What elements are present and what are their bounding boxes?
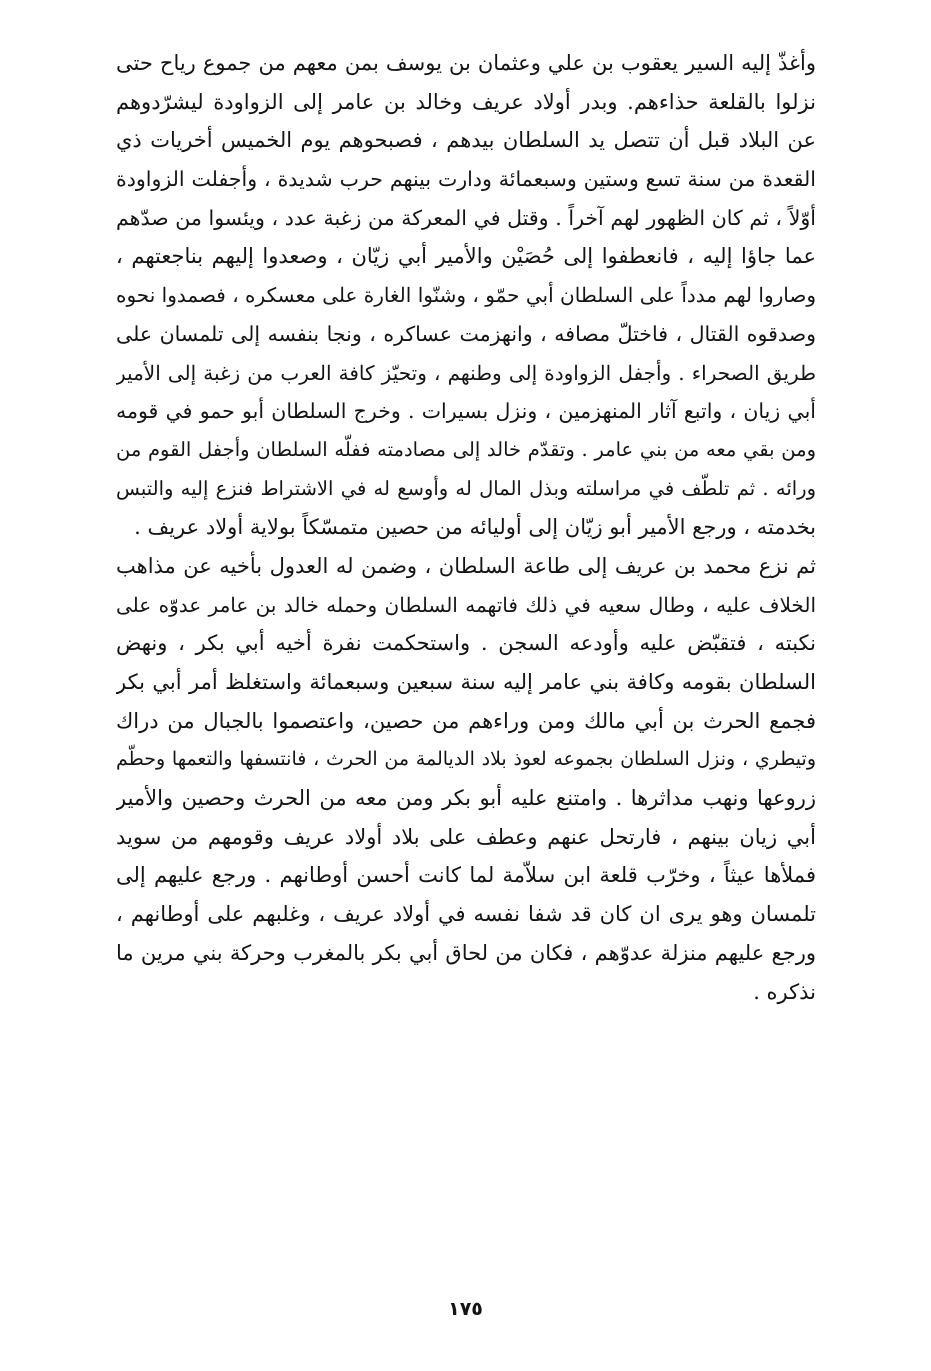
text-line: عن البلاد قبل أن تتصل يد السلطان بيدهم ، فصبحوهم يوم الخميس أخريات ذي	[116, 128, 816, 153]
text-line: فملأها عيثاً ، وخرّب قلعة ابن سلاّمة لما كانت أحسن أوطانهم . ورجع عليهم إلى	[116, 863, 816, 888]
text-line: السلطان بقومه وكافة بني عامر إليه سنة سبعين وسبعمائة واستغلظ أمر أبي بكر	[116, 670, 816, 694]
text-line: وتيطري ، ونزل السلطان بجموعه لعوذ بلاد الديالمة من الحرث ، فانتسفها والتعمها وحطّم	[116, 748, 816, 771]
text-line: نكبته ، فتقبّض عليه وأودعه السجن . واستحكمت نفرة أخيه أبي بكر ، ونهض	[116, 631, 816, 656]
text-line: ثم نزع محمد بن عريف إلى طاعة السلطان ، وضمن له العدول بأخيه عن مذاهب	[116, 553, 816, 578]
text-line: أبي زيان ، واتبع آثار المنهزمين ، ونزل بسيرات . وخرج السلطان أبو حمو في قومه	[116, 399, 816, 424]
text-line: وأغذّ إليه السير يعقوب بن علي وعثمان بن يوسف بمن معهم من جموع رياح حتى	[116, 51, 816, 75]
text-line: تلمسان وهو يرى ان كان قد شفا نفسه في أولاد عريف ، وغلبهم على أوطانهم ،	[116, 902, 816, 927]
text-line: فجمع الحرث بن أبي مالك ومن وراءهم من حصين، واعتصموا بالجبال من دراك	[116, 708, 816, 733]
body-text	[116, 44, 816, 1011]
text-line: وصدقوه القتال ، فاختلّ مصافه ، وانهزمت عساكره ، ونجا بنفسه إلى تلمسان على	[116, 321, 816, 346]
text-line: الخلاف عليه ، وطال سعيه في ذلك فاتهمه السلطان وحمله خالد بن عامر عدوّه على	[116, 592, 816, 617]
text-line: عما جاؤا إليه ، فانعطفوا إلى حُصَيْن والأمير أبي زيّان ، وصعدوا إليهم بناجعتهم ،	[116, 244, 816, 269]
text-line: القعدة من سنة تسع وستين وسبعمائة ودارت بينهم حرب شديدة ، وأجفلت الزواودة	[116, 167, 816, 192]
text-line: طريق الصحراء . وأجفل الزواودة إلى وطنهم ، وتحيّز كافة العرب من زغبة إلى الأمير	[116, 360, 816, 385]
text-line: نذكره .	[753, 979, 816, 1004]
text-line: ورجع عليهم منزلة عدوّهم ، فكان من لحاق أبي بكر بالمغرب وحركة بني مرين ما	[116, 940, 816, 965]
page-number: ١٧٥	[448, 1298, 483, 1320]
text-line: زروعها ونهب مداثرها . وامتنع عليه أبو بكر ومن معه من الحرث وحصين والأمير	[116, 786, 816, 811]
text-line: بخدمته ، ورجع الأمير أبو زيّان إلى أوليائه من حصين متمسّكاً بولاية أولاد عريف .	[134, 515, 816, 540]
text-line: ورائه . ثم تلطّف في مراسلته وبذل المال له وأوسع له في الاشتراط فنزع إليه والتبس	[116, 476, 816, 500]
text-line: أوّلاً ، ثم كان الظهور لهم آخراً . وقتل في المعركة من زغبة عدد ، ويئسوا من صدّهم	[116, 205, 816, 230]
text-line: وصاروا لهم مدداً على السلطان أبي حمّو ، وشنّوا الغارة على معسكره ، فصمدوا نحوه	[116, 283, 816, 308]
text-line: أبي زيان بينهم ، فارتحل عنهم وعطف على بلاد أولاد عريف وقومهم من سويد	[116, 824, 816, 849]
text-line: نزلوا بالقلعة حذاءهم. وبدر أولاد عريف وخالد بن عامر إلى الزواودة ليشرّدوهم	[116, 89, 816, 114]
text-line: ومن بقي معه من بني عامر . وتقدّم خالد إلى مصادمته ففلّه السلطان وأجفل القوم من	[116, 437, 816, 461]
